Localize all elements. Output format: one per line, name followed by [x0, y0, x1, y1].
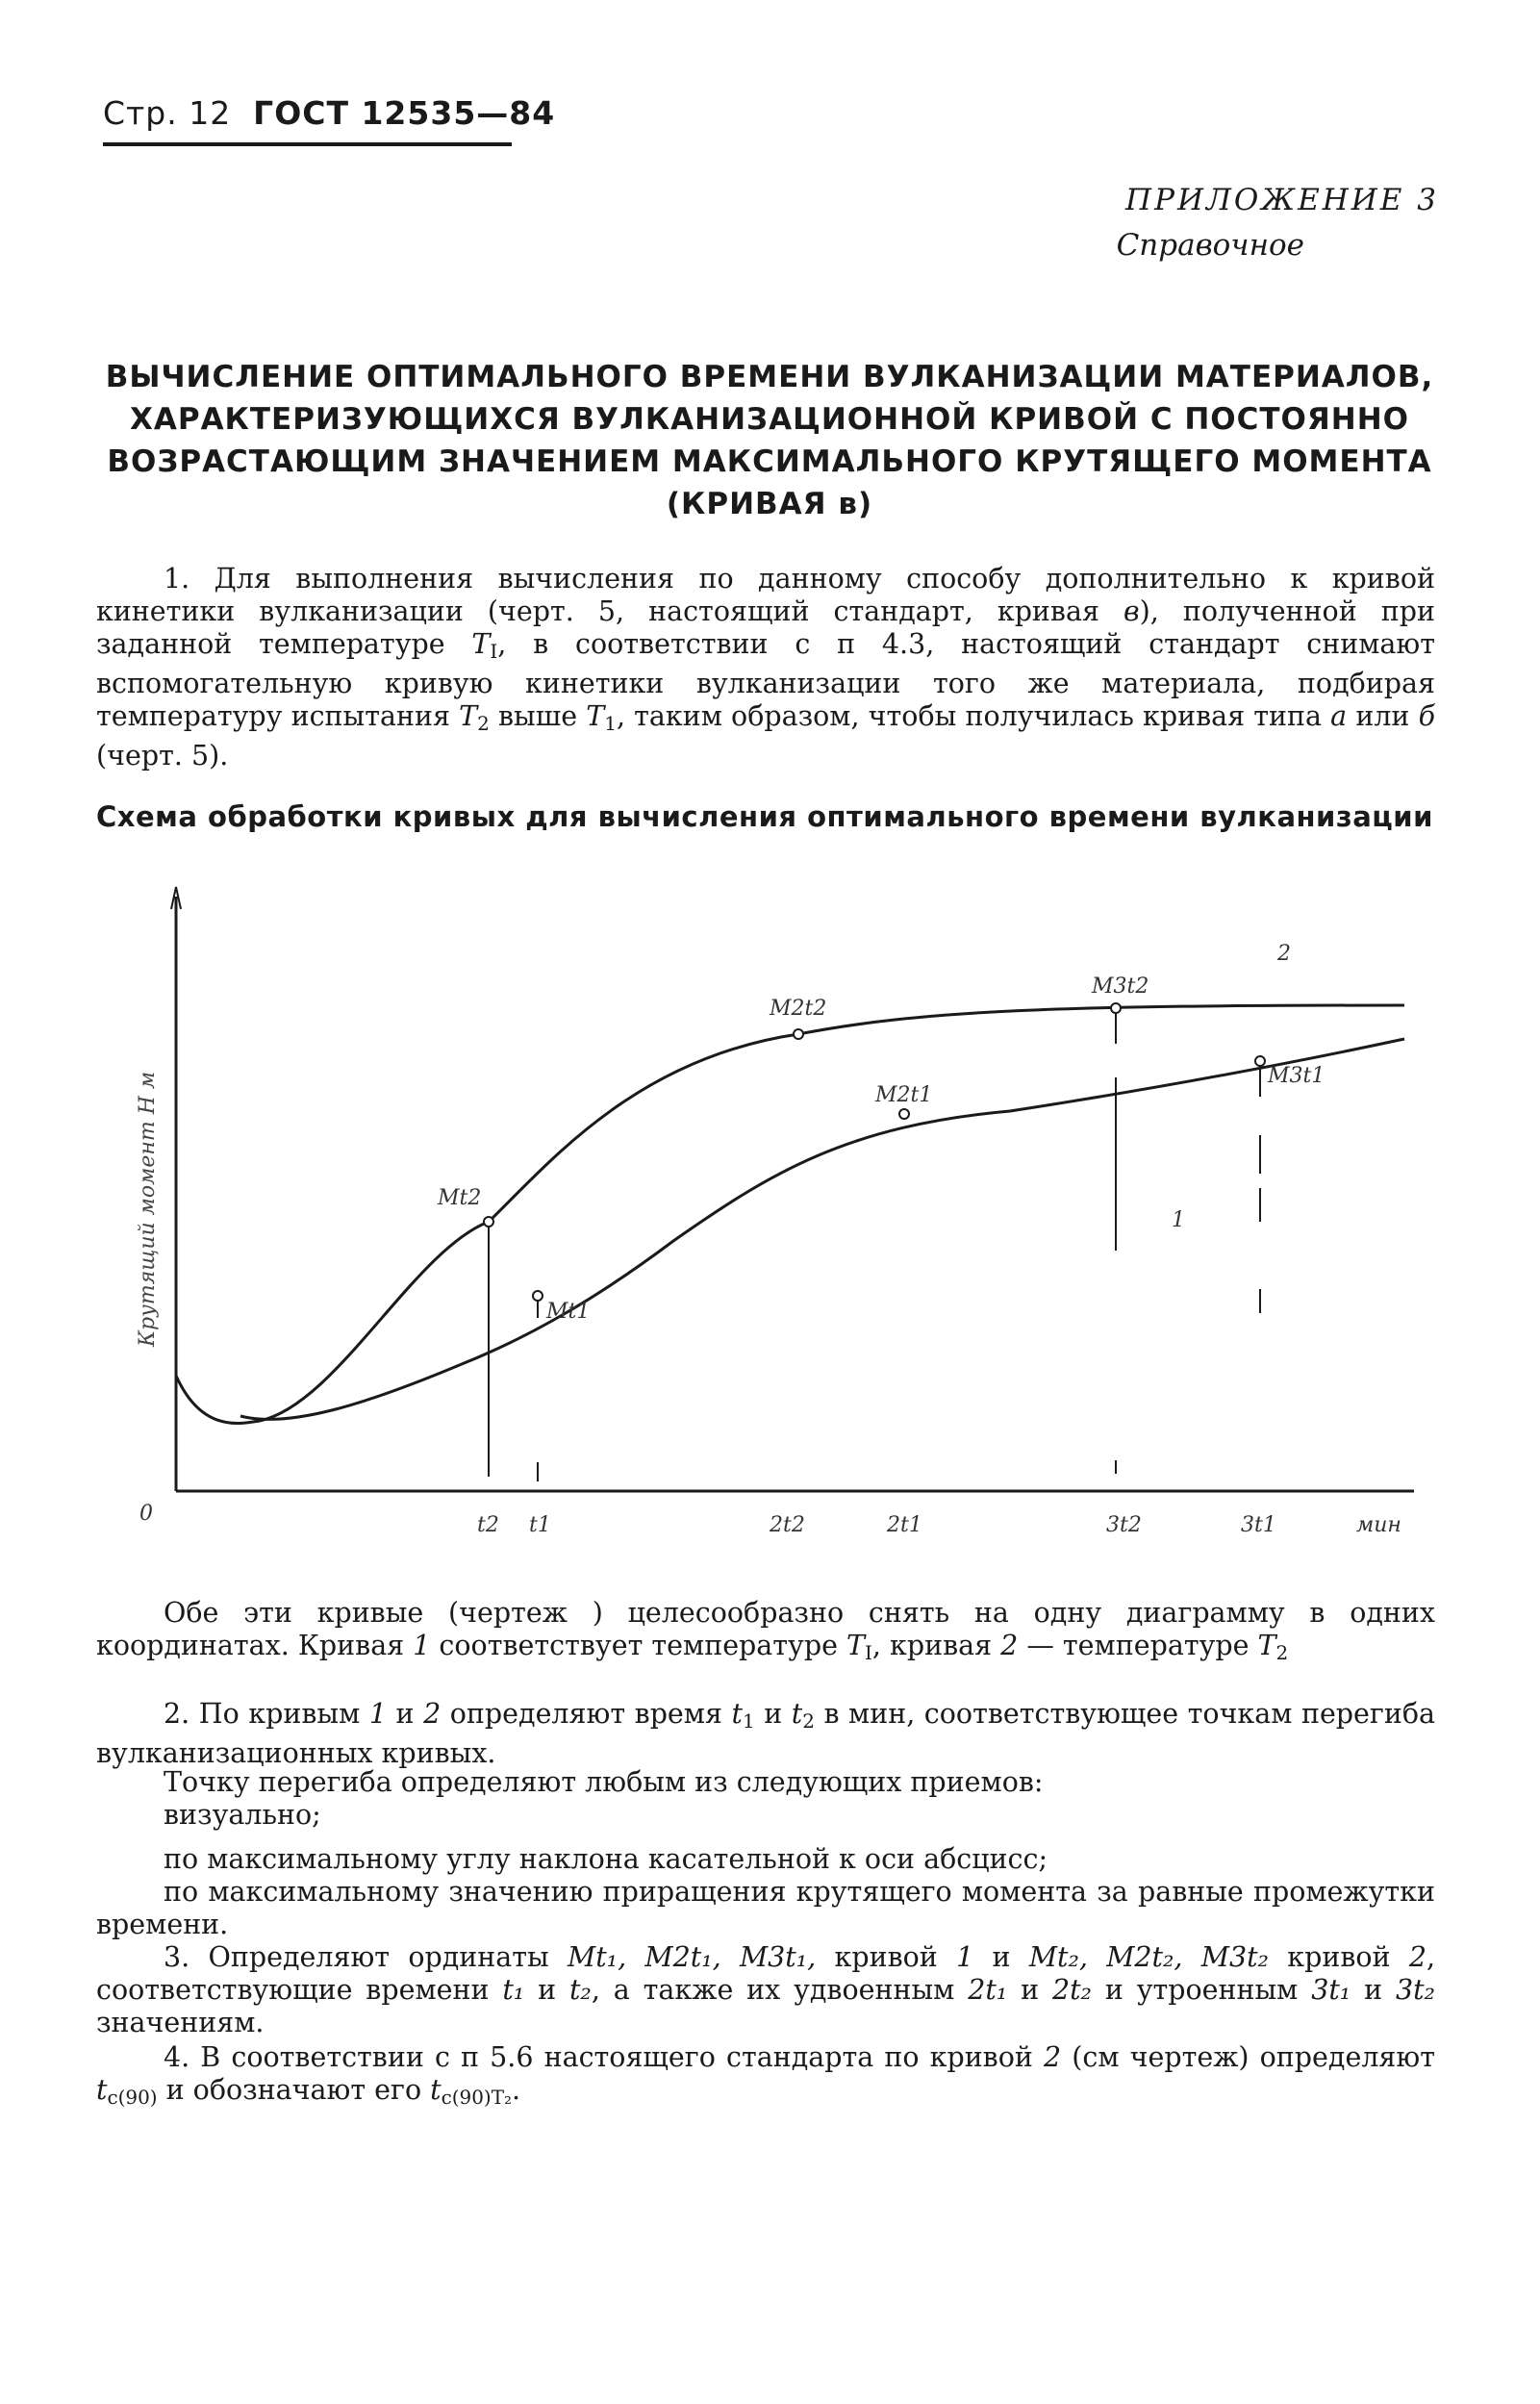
x-tick-3t2: 3t2	[1106, 1513, 1142, 1537]
origin-label: 0	[139, 1502, 153, 1526]
y-axis-label: Крутящий момент Н м	[136, 1071, 160, 1347]
paragraph-4: 3. Определяют ординаты Mt₁, M2t₁, M3t₁, кривой 1 и Mt₂, M2t₂, M3t₂ кривой 2, соответствующие времени t₁ и t₂, а также их удвоенным 2t₁ и 2t₂ и утроенным 3t₁ и 3t₂ значениям.	[96, 1941, 1436, 2038]
point-m2t2	[794, 1029, 803, 1039]
paragraph-2: Обе эти кривые (чертеж ) целесообразно снять на одну диаграмму в одних координатах. Кривая 1 соответствует температуре $T_I$, кривая 2 — температуре $T_2$	[96, 1597, 1435, 1664]
page-header	[103, 94, 555, 132]
paragraph-3: 2. По кривым 1 и 2 определяют время $t_1$ и $t_2$ в мин, соответствующее точкам перегиба вулканизационных кривых.	[96, 1698, 1435, 1769]
x-tick-2t1: 2t1	[887, 1513, 922, 1537]
curve-label-1: 1	[1172, 1208, 1185, 1232]
method-tangent: по максимальному углу наклона касательной к оси абсцисс;	[164, 1843, 1048, 1875]
paragraph-1: 1. Для выполнения вычисления по данному способу дополнительно к кривой кинетики вулканизации (черт. 5, настоящий стандарт, кривая в), полученной при заданной температуре $T_I$, в соответствии с п 4.3, настоящий стандарт снимают вспомогательную кривую кинетики вулканизации того же материала, подбирая температуру испытания $T_2$ выше $T_1$, таким образом, чтобы получилась кривая типа а или б (черт. 5).	[96, 563, 1435, 772]
point-mt2	[484, 1217, 493, 1227]
curve-1	[240, 1039, 1404, 1419]
cure-curve-figure	[96, 866, 1443, 1539]
point-mt1	[533, 1291, 543, 1301]
standard-number: ГОСТ 12535—84	[253, 94, 556, 132]
x-unit: мин	[1356, 1513, 1401, 1537]
label-m2t1: M2t1	[875, 1083, 933, 1107]
method-intro: Точку перегиба определяют любым из следующих приемов:	[164, 1766, 1044, 1798]
label-mt1: Mt1	[546, 1300, 591, 1324]
label-m3t2: M3t2	[1092, 974, 1149, 999]
title-line-3: ВОЗРАСТАЮЩИМ ЗНАЧЕНИЕМ МАКСИМАЛЬНОГО КРУТЯЩЕГО МОМЕНТА	[107, 444, 1432, 479]
x-tick-3t1: 3t1	[1241, 1513, 1276, 1537]
document-title	[96, 356, 1443, 525]
figure-title: Схема обработки кривых для вычисления оптимального времени вулканизации	[96, 800, 1433, 833]
method-visual: визуально;	[164, 1799, 321, 1831]
x-tick-t2: t2	[477, 1513, 499, 1537]
method-increment: по максимальному значению приращения крутящего момента за равные промежутки времени.	[96, 1876, 1435, 1940]
header-rule	[103, 142, 512, 146]
x-tick-t1: t1	[529, 1513, 551, 1537]
paragraph-5: 4. В соответствии с п 5.6 настоящего стандарта по кривой 2 (см чертеж) определяют $t_{c(90)}$ и обозначают его $t_{c(90)T_2}$.	[96, 2041, 1435, 2109]
annex-title: ПРИЛОЖЕНИЕ 3	[1125, 183, 1439, 217]
label-m2t2: M2t2	[770, 997, 827, 1021]
page-label: Стр. 12	[103, 94, 232, 132]
title-line-2: ХАРАКТЕРИЗУЮЩИХСЯ ВУЛКАНИЗАЦИОННОЙ КРИВОЙ С ПОСТОЯННО	[129, 402, 1410, 437]
title-line-1: ВЫЧИСЛЕНИЕ ОПТИМАЛЬНОГО ВРЕМЕНИ ВУЛКАНИЗАЦИИ МАТЕРИАЛОВ,	[105, 360, 1434, 394]
point-m3t2	[1111, 1003, 1121, 1013]
curve-2	[176, 1005, 1404, 1424]
label-mt2: Mt2	[438, 1186, 482, 1210]
x-tick-2t2: 2t2	[770, 1513, 805, 1537]
point-m2t1	[899, 1109, 909, 1119]
curve-label-2: 2	[1277, 942, 1291, 966]
point-m3t1	[1255, 1056, 1265, 1066]
annex-subtitle: Справочное	[1116, 228, 1304, 263]
title-line-4: (КРИВАЯ в)	[666, 487, 873, 521]
label-m3t1: M3t1	[1268, 1064, 1325, 1088]
